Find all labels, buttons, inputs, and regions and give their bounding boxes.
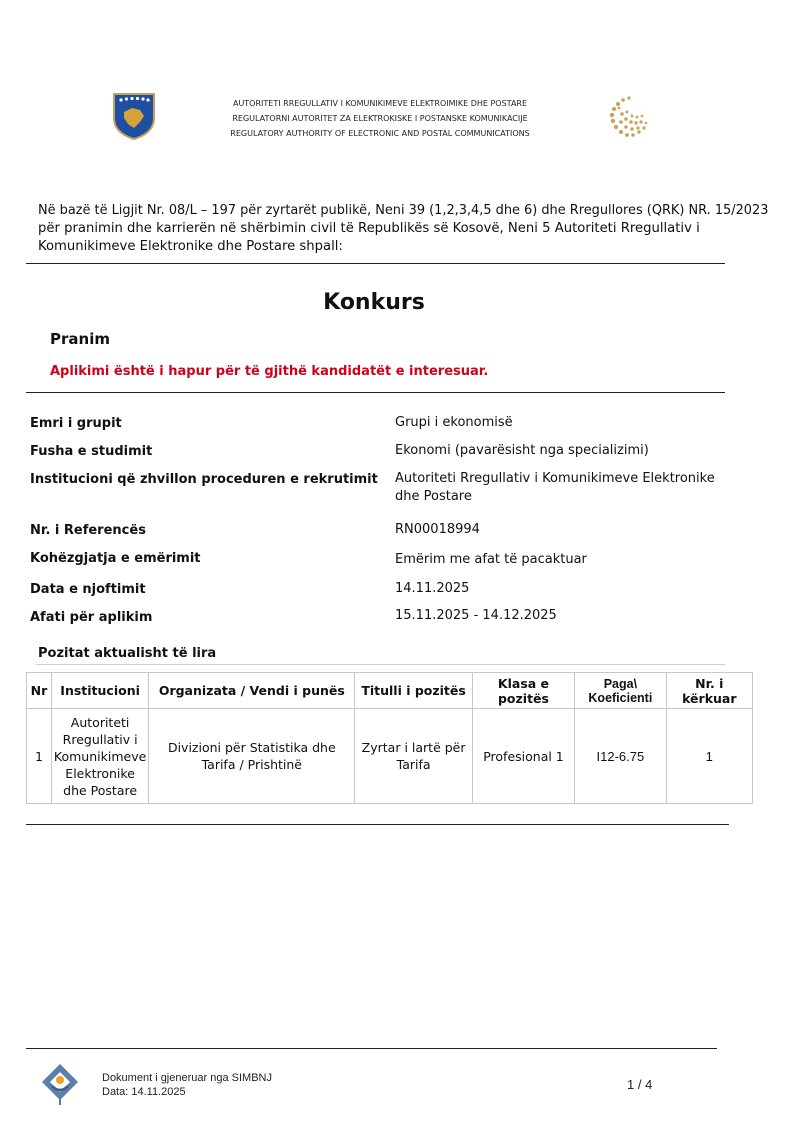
field-value-reference-number: RN00018994 [395, 522, 480, 537]
kosovo-emblem-icon [110, 90, 158, 140]
field-value-application-deadline: 15.11.2025 - 14.12.2025 [395, 608, 557, 623]
cell-salary-coefficient: I12-6.75 [575, 709, 666, 804]
field-label-notice-date: Data e njoftimit [30, 582, 146, 597]
intro-line: Komunikimeve Elektronike dhe Postare shpall: [38, 239, 343, 254]
org-name-english: REGULATORY AUTHORITY OF ELECTRONIC AND POSTAL COMMUNICATIONS [230, 129, 530, 138]
arkep-logo-icon [604, 92, 654, 142]
field-label-group-name: Emri i grupit [30, 416, 122, 431]
field-value-institution: Autoriteti Rregullativ i Komunikimeve Elektronike dhe Postare [395, 471, 715, 504]
cell-position-class: Profesional 1 [472, 709, 574, 804]
column-header: Titulli i pozitës [355, 673, 473, 709]
org-name-albanian: AUTORITETI RREGULLATIV I KOMUNIKIMEVE ELEKTROIMIKE DHE POSTARE [232, 99, 528, 108]
cell-number-required: 1 [666, 709, 752, 804]
cell-organization: Divizioni për Statistika dhe Tarifa / Prishtinë [149, 709, 355, 804]
field-label-reference-number: Nr. i Referencës [30, 523, 146, 538]
column-header: Paga\ Koeficienti [575, 673, 666, 709]
cell-nr: 1 [27, 709, 52, 804]
footer-info [102, 1071, 272, 1099]
legal-basis-paragraph [38, 202, 769, 256]
positions-table [26, 672, 753, 804]
org-name-serbian: REGULATORNI AUTORITET ZA ELEKTROKISKE I POSTANSKE KOMUNIKACIJE [232, 114, 528, 123]
field-value-group-name: Grupi i ekonomisë [395, 415, 513, 430]
column-header: Nr. i kërkuar [666, 673, 752, 709]
field-value-notice-date: 14.11.2025 [395, 581, 470, 596]
column-header: Nr [27, 673, 52, 709]
intro-line: për pranimin dhe karrierën në shërbimin civil të Republikës së Kosovë, Neni 5 Autoriteti Rregullativ i [38, 221, 700, 236]
divider [26, 263, 725, 264]
footer-divider [26, 1048, 717, 1049]
organization-name [160, 96, 600, 141]
application-notice: Aplikimi është i hapur për të gjithë kandidatët e interesuar. [50, 364, 489, 379]
column-header: Klasa e pozitës [472, 673, 574, 709]
announcement-title: Konkurs [323, 290, 425, 315]
table-row [27, 709, 753, 804]
table-header-row [27, 673, 753, 709]
divider [36, 664, 725, 665]
field-label-application-deadline: Afati për aplikim [30, 610, 153, 625]
column-header: Institucioni [51, 673, 148, 709]
field-value-appointment-duration: Emërim me afat të pacaktuar [395, 552, 587, 567]
announcement-subtitle: Pranim [50, 330, 110, 348]
cell-position-title: Zyrtar i lartë për Tarifa [355, 709, 473, 804]
intro-line: Në bazë të Ligjit Nr. 08/L – 197 për zyrtarët publikë, Neni 39 (1,2,3,4,5 dhe 6) dhe Rregullores (QRK) NR. 15/2023 [38, 203, 769, 218]
footer-generated-by: Dokument i gjeneruar nga SIMBNJ [102, 1072, 272, 1084]
positions-title: Pozitat aktualisht të lira [38, 646, 217, 661]
field-label-institution: Institucioni që zhvillon proceduren e rekrutimit [30, 472, 378, 487]
field-value-field-of-study: Ekonomi (pavarësisht nga specializimi) [395, 443, 649, 458]
column-header: Organizata / Vendi i punës [149, 673, 355, 709]
footer-date: Data: 14.11.2025 [102, 1086, 186, 1098]
simbnj-logo-icon [40, 1062, 80, 1106]
field-label-field-of-study: Fusha e studimit [30, 444, 153, 459]
divider [26, 824, 729, 825]
cell-institution: Autoriteti Rregullativ i Komunikimeve Elektronike dhe Postare [51, 709, 148, 804]
page-number: 1 / 4 [627, 1077, 653, 1092]
field-label-appointment-duration: Kohëzgjatja e emërimit [30, 551, 201, 566]
divider [26, 392, 725, 393]
